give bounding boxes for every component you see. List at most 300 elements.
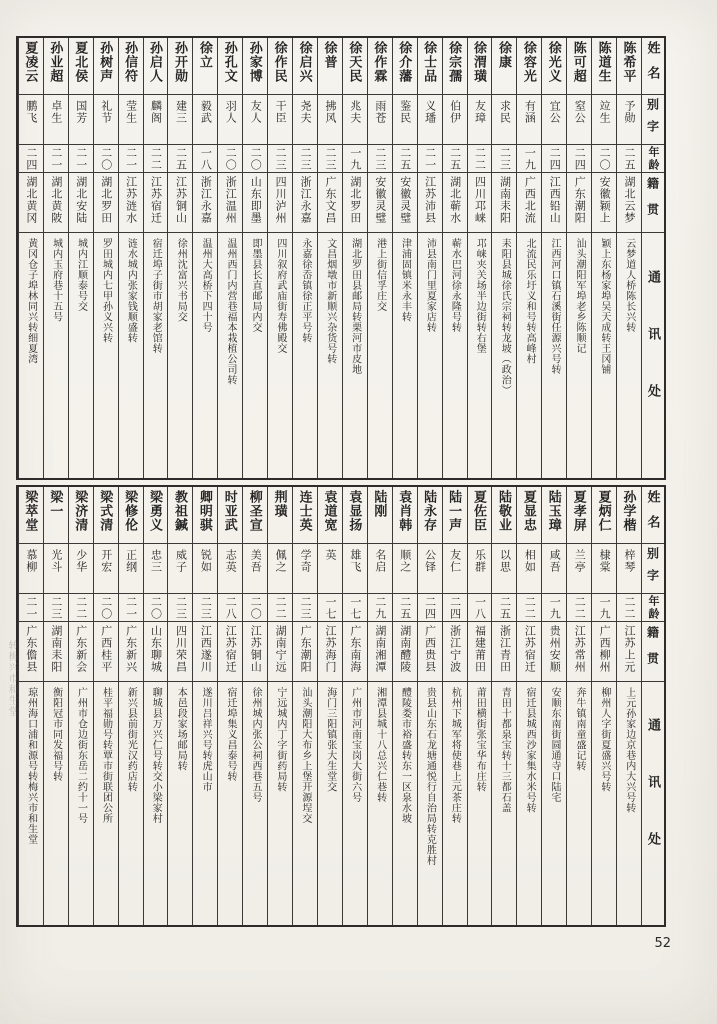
entry-age: 一九	[542, 593, 566, 621]
entry-address: 沛县南门里夏家店转	[418, 232, 442, 478]
entry-name: 徐渭璜	[472, 41, 488, 83]
directory-entry-column	[192, 487, 217, 925]
directory-entry-column	[342, 38, 367, 478]
entry-alias: 公铎	[418, 543, 442, 593]
entry-age: 二〇	[243, 144, 267, 172]
entry-address: 城内玉府巷十五号	[44, 232, 68, 478]
directory-entry-column	[541, 38, 566, 478]
entry-name: 孙开勋	[172, 41, 188, 83]
directory-entry-column	[242, 38, 267, 478]
entry-name: 袁道宽	[322, 490, 338, 532]
entry-address: 涟水城内张家钱顺盛转	[119, 232, 143, 478]
entry-name: 陆永存	[422, 490, 438, 532]
directory-entry-column	[267, 38, 292, 478]
entry-alias: 顺之	[393, 543, 417, 593]
directory-entry-column	[292, 38, 317, 478]
entry-native-place: 湖北黄冈	[19, 172, 43, 232]
entry-name: 孙孔文	[222, 41, 238, 83]
entry-alias: 棣棠	[592, 543, 616, 593]
directory-entry-column	[217, 487, 242, 925]
entry-alias: 毅武	[193, 94, 217, 144]
entry-age: 二二	[567, 593, 591, 621]
entry-alias: 义璠	[418, 94, 442, 144]
entry-address: 温州大高桥下四十号	[193, 232, 217, 478]
entry-age: 二二	[144, 144, 168, 172]
entry-name: 陆敬业	[496, 490, 512, 532]
entry-alias: 予勋	[617, 94, 641, 144]
entry-age: 一七	[318, 593, 342, 621]
entry-alias: 鉴民	[393, 94, 417, 144]
entry-name: 陈希平	[621, 41, 637, 83]
directory-entry-column	[516, 487, 541, 925]
entry-native-place: 广西柳州	[592, 621, 616, 681]
entry-name: 徐宗孺	[447, 41, 463, 83]
entry-address: 青田十都泉宝转十三都石盖	[492, 681, 516, 925]
entry-age: 二四	[443, 593, 467, 621]
entry-address: 江西河口镇石溪街任源兴号转	[542, 232, 566, 478]
entry-address: 耒阳县城徐氏宗祠转龙坡（政治）	[492, 232, 516, 478]
entry-age: 二三	[492, 144, 516, 172]
entry-native-place: 浙江永嘉	[193, 172, 217, 232]
entry-age: 二二	[69, 593, 93, 621]
entry-address: 宿迁埠子街市胡家老馆转	[144, 232, 168, 478]
entry-native-place: 安徽灵璧	[368, 172, 392, 232]
directory-entry-column	[566, 487, 591, 925]
entry-address: 柳州人字街夏盛兴号转	[592, 681, 616, 925]
entry-alias: 锐如	[193, 543, 217, 593]
entry-native-place: 湖北罗田	[343, 172, 367, 232]
directory-entry-column	[43, 487, 68, 925]
directory-entry-column	[616, 487, 641, 925]
entry-native-place: 江苏常州	[567, 621, 591, 681]
entry-native-place: 浙江青田	[492, 621, 516, 681]
entry-address: 永嘉徐岙镇徐正平号转	[293, 232, 317, 478]
entry-address: 徐州沈富兴书局交	[168, 232, 192, 478]
entry-address: 安顺东南街圆通寺口陆宅	[542, 681, 566, 925]
entry-native-place: 湖北罗田	[94, 172, 118, 232]
entry-address: 邛崃夹关场半边街转右堡	[468, 232, 492, 478]
entry-name: 徐士品	[422, 41, 438, 83]
entry-name: 梁萃堂	[23, 490, 39, 532]
entry-address: 琼州海口浦和源号转梅兴市和生堂	[19, 681, 43, 925]
entry-name: 徐光义	[546, 41, 562, 83]
directory-tables	[16, 36, 666, 927]
entry-address: 海门三阳镇张大生堂交	[318, 681, 342, 925]
entry-alias: 威子	[168, 543, 192, 593]
directory-entry-column	[217, 38, 242, 478]
entry-alias: 兰亭	[567, 543, 591, 593]
entry-age: 一八	[193, 144, 217, 172]
entry-alias: 麟阁	[144, 94, 168, 144]
entry-native-place: 江苏上元	[617, 621, 641, 681]
entry-name: 柳圣宣	[247, 490, 263, 532]
entry-age: 二一	[44, 144, 68, 172]
entry-native-place: 四川泸州	[268, 172, 292, 232]
entry-age: 二四	[567, 144, 591, 172]
entry-name: 卿明骐	[197, 490, 213, 532]
entry-age: 二三	[368, 144, 392, 172]
entry-age: 二九	[368, 593, 392, 621]
entry-name: 孙信符	[123, 41, 139, 83]
entry-address: 即墨县长直邮局内交	[243, 232, 267, 478]
entry-native-place: 广西北流	[517, 172, 541, 232]
entry-alias: 礼节	[94, 94, 118, 144]
entry-native-place: 广西贵县	[418, 621, 442, 681]
directory-entry-column	[541, 487, 566, 925]
entry-alias: 忠三	[144, 543, 168, 593]
entry-native-place: 湖北黄陂	[44, 172, 68, 232]
entry-address: 蕲水巴河徐永隆号转	[443, 232, 467, 478]
entry-alias: 雨苍	[368, 94, 392, 144]
entry-address: 四川叙府武庙街寿佛殿交	[268, 232, 292, 478]
entry-native-place: 四川荣昌	[168, 621, 192, 681]
entry-name: 夏炳仁	[596, 490, 612, 532]
entry-native-place: 广东新兴	[119, 621, 143, 681]
entry-age: 二五	[393, 144, 417, 172]
entry-name: 陆刚	[372, 490, 388, 518]
entry-name: 夏北侯	[73, 41, 89, 83]
entry-native-place: 广东南海	[343, 621, 367, 681]
entry-age: 二〇	[94, 144, 118, 172]
directory-entry-column	[442, 38, 467, 478]
directory-entry-column	[367, 487, 392, 925]
entry-native-place: 广东潮阳	[567, 172, 591, 232]
entry-name: 时亚武	[222, 490, 238, 532]
entry-age: 二〇	[144, 593, 168, 621]
entry-native-place: 山东聊城	[144, 621, 168, 681]
entry-native-place: 江苏海门	[318, 621, 342, 681]
entry-address: 聊城县万兴仁号转交小梁家村	[144, 681, 168, 925]
entry-address: 上元孙家边京巷内大兴号转	[617, 681, 641, 925]
entry-address: 文昌烟墩市新顺兴杂货号转	[318, 232, 342, 478]
entry-age: 二一	[119, 144, 143, 172]
entry-alias: 美吾	[243, 543, 267, 593]
directory-entry-column	[467, 487, 492, 925]
entry-alias: 学奇	[293, 543, 317, 593]
directory-entry-column	[242, 487, 267, 925]
entry-native-place: 福建莆田	[468, 621, 492, 681]
directory-entry-column	[417, 38, 442, 478]
entry-address: 奔牛镇南童盛记转	[567, 681, 591, 925]
entry-address: 贵县山东石龙塘通悦行自治局转克胜村	[418, 681, 442, 925]
directory-entry-column	[143, 38, 168, 478]
entry-age: 二一	[418, 144, 442, 172]
entry-native-place: 湖北安陆	[69, 172, 93, 232]
entry-address: 汕头潮阳军埠老乡陈顺记	[567, 232, 591, 478]
entry-native-place: 安徽灵璧	[393, 172, 417, 232]
entry-native-place: 江苏宿迁	[144, 172, 168, 232]
entry-alias: 尧夫	[293, 94, 317, 144]
entry-name: 孙树声	[98, 41, 114, 83]
entry-name: 陆一声	[447, 490, 463, 532]
entry-alias: 窒公	[567, 94, 591, 144]
entry-name: 夏显忠	[521, 490, 537, 532]
entry-alias: 国芳	[69, 94, 93, 144]
directory-entry-column	[491, 487, 516, 925]
entry-name: 夏孝屏	[571, 490, 587, 532]
directory-entry-column	[68, 487, 93, 925]
entry-name: 孙家博	[247, 41, 263, 83]
entry-age: 二四	[418, 593, 442, 621]
header-address: 通讯处	[642, 681, 664, 925]
entry-address: 新兴县前街光汉药店转	[119, 681, 143, 925]
header-alias: 别字	[642, 94, 664, 144]
entry-age: 二〇	[243, 593, 267, 621]
header-native: 籍贯	[642, 172, 664, 232]
entry-native-place: 江苏宿迁	[517, 621, 541, 681]
entry-alias: 正纲	[119, 543, 143, 593]
entry-address: 莆田横街张宝华布庄转	[468, 681, 492, 925]
entry-name: 孙学楷	[621, 490, 637, 532]
column-headers	[641, 487, 664, 925]
entry-age: 二二	[617, 593, 641, 621]
header-address: 通讯处	[642, 232, 664, 478]
entry-name: 徐容光	[521, 41, 537, 83]
entry-alias: 友人	[243, 94, 267, 144]
entry-alias: 鹏飞	[19, 94, 43, 144]
entry-native-place: 湖南湘潭	[368, 621, 392, 681]
entry-native-place: 浙江宁波	[443, 621, 467, 681]
entry-alias: 莹生	[119, 94, 143, 144]
entry-native-place: 江西遂川	[193, 621, 217, 681]
entry-age: 一九	[592, 593, 616, 621]
entry-alias: 少华	[69, 543, 93, 593]
entry-age: 二〇	[218, 144, 242, 172]
entry-native-place: 湖南耒阳	[44, 621, 68, 681]
entry-age: 二一	[69, 144, 93, 172]
entry-alias: 慕柳	[19, 543, 43, 593]
directory-entry-column	[392, 487, 417, 925]
entry-native-place: 四川邛崃	[468, 172, 492, 232]
entry-name: 夏佐臣	[472, 490, 488, 532]
header-name: 姓名	[645, 490, 661, 540]
directory-entry-column	[18, 487, 43, 925]
entry-address: 津浦固镇米永丰转	[393, 232, 417, 478]
entry-name: 梁修伦	[123, 490, 139, 532]
entry-age: 二四	[19, 144, 43, 172]
entry-address: 杭州下城军将使巷上元茶庄转	[443, 681, 467, 925]
entry-alias: 竝生	[592, 94, 616, 144]
directory-entry-column	[591, 38, 616, 478]
entry-age: 一九	[517, 144, 541, 172]
entry-address: 宿迁埠集义昌泰号转	[218, 681, 242, 925]
page-number: 52	[654, 936, 671, 951]
entry-address: 云梦道人桥陈长兴转	[617, 232, 641, 478]
entry-name: 梁济清	[73, 490, 89, 532]
entry-address: 广州市河南宝岗大街六号	[343, 681, 367, 925]
entry-alias: 以思	[492, 543, 516, 593]
entry-age: 二二	[517, 593, 541, 621]
entry-address: 城内江顺泰号交	[69, 232, 93, 478]
directory-entry-column	[93, 487, 118, 925]
entry-alias: 拂风	[318, 94, 342, 144]
entry-alias: 梓琴	[617, 543, 641, 593]
entry-address: 广州市仓边街东岳二约十一号	[69, 681, 93, 925]
entry-name: 徐作霖	[372, 41, 388, 83]
entry-address: 罗田城内七甲孙义兴转	[94, 232, 118, 478]
entry-name: 陆玉璋	[546, 490, 562, 532]
entry-native-place: 广东新会	[69, 621, 93, 681]
directory-entry-column	[491, 38, 516, 478]
entry-age: 二三	[293, 593, 317, 621]
entry-alias: 志英	[218, 543, 242, 593]
entry-native-place: 广东儋县	[19, 621, 43, 681]
entry-address: 徐州城内张公祠西巷五号	[243, 681, 267, 925]
entry-native-place: 江苏沛县	[418, 172, 442, 232]
entry-name: 夏凌云	[23, 41, 39, 83]
directory-entry-column	[167, 38, 192, 478]
directory-entry-column	[267, 487, 292, 925]
entry-address: 汕头潮阳大布乡上堡开源埕交	[293, 681, 317, 925]
entry-age: 二二	[268, 593, 292, 621]
directory-table-bottom	[16, 485, 666, 927]
entry-address: 醴陵娄市裕盛转东一区泉水坡	[393, 681, 417, 925]
entry-alias: 开宏	[94, 543, 118, 593]
directory-entry-column	[467, 38, 492, 478]
entry-name: 连士英	[297, 490, 313, 532]
directory-table-top	[16, 36, 666, 480]
entry-age: 二〇	[592, 144, 616, 172]
entry-name: 徐作民	[272, 41, 288, 83]
margin-bleed-artifact: 转梅兴市和生堂	[6, 640, 17, 717]
entry-name: 梁一	[48, 490, 64, 518]
entry-address: 湖北罗田县邮局转栗河市皮地	[343, 232, 367, 478]
entry-age: 二〇	[94, 593, 118, 621]
directory-entry-column	[417, 487, 442, 925]
entry-alias: 有涵	[517, 94, 541, 144]
directory-entry-column	[192, 38, 217, 478]
entry-name: 徐普	[322, 41, 338, 69]
entry-alias: 咸吾	[542, 543, 566, 593]
entry-name: 徐启兴	[297, 41, 313, 83]
entry-alias: 光斗	[44, 543, 68, 593]
directory-entry-column	[43, 38, 68, 478]
entry-name: 徐天民	[347, 41, 363, 83]
entry-address: 桂平福勋号转覃市街联团公所	[94, 681, 118, 925]
entry-native-place: 湖北蕲水	[443, 172, 467, 232]
entry-name: 袁肖韩	[397, 490, 413, 532]
entry-age: 二四	[542, 144, 566, 172]
entry-age: 二一	[119, 593, 143, 621]
entry-alias: 建三	[168, 94, 192, 144]
entry-alias: 相如	[517, 543, 541, 593]
header-alias: 别字	[642, 543, 664, 593]
entry-name: 孙业超	[48, 41, 64, 83]
directory-entry-column	[442, 487, 467, 925]
entry-age: 二三	[193, 593, 217, 621]
entry-native-place: 安徽颖上	[592, 172, 616, 232]
entry-address: 宁远城内丁字街药局转	[268, 681, 292, 925]
directory-entry-column	[68, 38, 93, 478]
entry-alias: 卓生	[44, 94, 68, 144]
entry-age: 一九	[343, 144, 367, 172]
entry-age: 二五	[492, 593, 516, 621]
entry-age: 二一	[19, 593, 43, 621]
entry-address: 黄冈仓子埠林同兴转细夏湾	[19, 232, 43, 478]
entry-age: 二五	[168, 144, 192, 172]
entry-alias: 兆夫	[343, 94, 367, 144]
directory-entry-column	[143, 487, 168, 925]
entry-age: 二三	[168, 593, 192, 621]
entry-name: 梁勇义	[148, 490, 164, 532]
entry-age: 二五	[617, 144, 641, 172]
entry-alias: 干臣	[268, 94, 292, 144]
entry-name: 梁式清	[98, 490, 114, 532]
entry-name: 陈道生	[596, 41, 612, 83]
entry-age: 一七	[343, 593, 367, 621]
entry-name: 陈可超	[571, 41, 587, 83]
entry-age: 二八	[218, 593, 242, 621]
directory-entry-column	[392, 38, 417, 478]
entry-age: 二三	[293, 144, 317, 172]
entry-native-place: 广东文昌	[318, 172, 342, 232]
entry-native-place: 浙江温州	[218, 172, 242, 232]
entry-address: 本邑段家场邮局转	[168, 681, 192, 925]
header-native: 籍贯	[642, 621, 664, 681]
entry-age: 二五	[393, 593, 417, 621]
entry-alias: 雄飞	[343, 543, 367, 593]
entry-age: 二三	[318, 144, 342, 172]
entry-age: 二三	[44, 593, 68, 621]
entry-native-place: 湖北云梦	[617, 172, 641, 232]
entry-address: 遂川吕祥兴号转虎山市	[193, 681, 217, 925]
entry-alias: 乐群	[468, 543, 492, 593]
header-age: 年龄	[642, 593, 664, 621]
entry-age: 二三	[268, 144, 292, 172]
directory-entry-column	[167, 487, 192, 925]
entry-name: 袁显扬	[347, 490, 363, 532]
entry-age: 二五	[443, 144, 467, 172]
directory-entry-column	[342, 487, 367, 925]
entry-native-place: 山东即墨	[243, 172, 267, 232]
directory-entry-column	[118, 487, 143, 925]
entry-address: 宿迁县城西沙家集水米号转	[517, 681, 541, 925]
directory-entry-column	[93, 38, 118, 478]
entry-name: 荆璜	[272, 490, 288, 518]
directory-entry-column	[616, 38, 641, 478]
column-headers	[641, 38, 664, 478]
entry-name: 徐介藩	[397, 41, 413, 83]
entry-native-place: 江西铅山	[542, 172, 566, 232]
entry-name: 孙启人	[148, 41, 164, 83]
directory-entry-column	[18, 38, 43, 478]
entry-name: 徐康	[496, 41, 512, 69]
entry-address: 港上街信孚庄交	[368, 232, 392, 478]
directory-entry-column	[317, 487, 342, 925]
entry-native-place: 湖南醴陵	[393, 621, 417, 681]
directory-entry-column	[367, 38, 392, 478]
entry-address: 温州西门内营巷福本栽植公司转	[218, 232, 242, 478]
entry-native-place: 广东潮阳	[293, 621, 317, 681]
entry-native-place: 江苏宿迁	[218, 621, 242, 681]
header-name: 姓名	[645, 41, 661, 91]
directory-entry-column	[566, 38, 591, 478]
entry-alias: 友仁	[443, 543, 467, 593]
entry-native-place: 贵州安顺	[542, 621, 566, 681]
entry-native-place: 江苏铜山	[243, 621, 267, 681]
entry-alias: 伯伊	[443, 94, 467, 144]
entry-native-place: 浙江永嘉	[293, 172, 317, 232]
entry-name: 徐立	[197, 41, 213, 69]
entry-native-place: 江苏铜山	[168, 172, 192, 232]
entry-alias: 宜公	[542, 94, 566, 144]
entry-age: 一八	[468, 593, 492, 621]
header-age: 年龄	[642, 144, 664, 172]
entry-address: 北流民乐圩义和号转高峰村	[517, 232, 541, 478]
entry-native-place: 广西桂平	[94, 621, 118, 681]
entry-native-place: 江苏涟水	[119, 172, 143, 232]
entry-alias: 求民	[492, 94, 516, 144]
